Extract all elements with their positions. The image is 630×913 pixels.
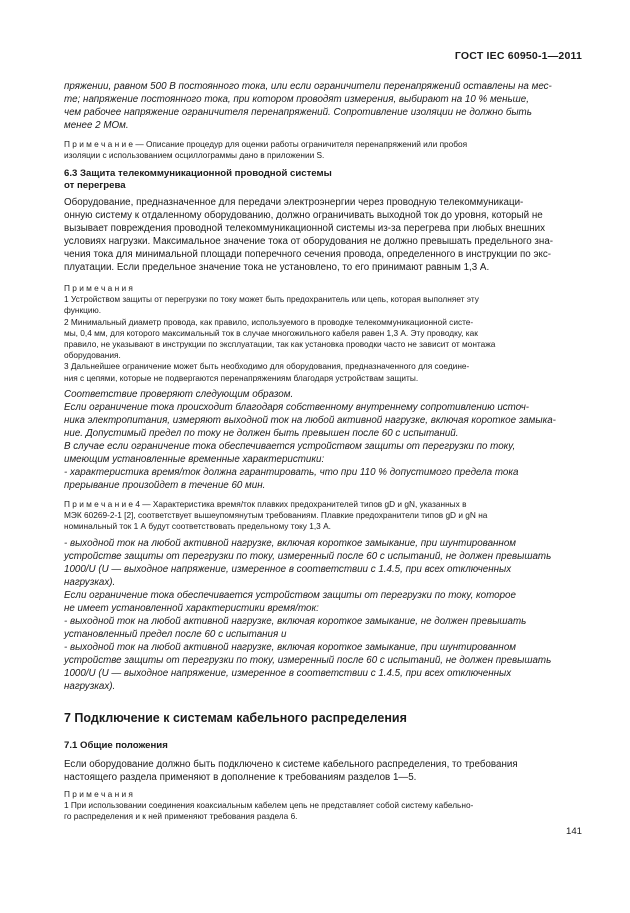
text-block [64,168,580,192]
text-line: 1 При использовании соединения коаксиальным кабелем цепь не представляет собой систему кабельно- [64,800,474,811]
text-line: те; напряжение постоянного тока, при котором проводят измерения, выбирают на 10 % меньше, [64,94,529,105]
text-line: - выходной ток на любой активной нагрузке, включая короткое замыкание, при шунтированном [64,642,516,653]
text-line: ние. Допустимый предел по току не должен быть превышен после 60 с испытаний. [64,428,459,439]
text-block [64,80,580,132]
text-line: условиях нагрузки. Максимальное значение тока от оборудования не должно превышать предельного зна- [64,236,554,247]
text-line: Если ограничение тока происходит благодаря собственному внутреннему сопротивлению источ- [64,402,530,413]
text-line: 3 Дальнейшее ограничение может быть необходимо для оборудования, предназначенного для соедине- [64,361,470,372]
text-line: МЭК 60269-2-1 [2], соответствует вышеупомянутым требованиям. Плавкие предохранители типов gD и gN на [64,510,488,521]
text-line: функцию. [64,305,102,316]
text-line: го распределения и к ней применяют требования раздела 6. [64,811,298,822]
text-line: плуатации. Если предельное значение тока не установлено, то его принимают равным 1,3 А. [64,262,490,273]
text-line: П р и м е ч а н и я [64,283,133,293]
text-line: нагрузках). [64,681,116,692]
text-line: от перегрева [64,180,126,191]
text-line: оборудования. [64,350,121,361]
text-block [64,710,580,726]
text-line: 6.3 Защита телекоммуникационной проводной системы [64,168,332,179]
text-line: 7 Подключение к системам кабельного распределения [64,711,407,725]
text-line: пряжении, равном 500 В постоянного тока, или если ограничители перенапряжений оставлены на мес- [64,81,552,92]
text-line: - характеристика время/ток должна гарантировать, что при 110 % допустимого предела тока [64,467,519,478]
text-line: изоляции с использованием осциллограммы дано в приложении S. [64,150,325,161]
page-number: 141 [565,826,582,837]
text-block [64,758,580,784]
text-line: менее 2 МОм. [64,120,129,131]
text-line: ния с цепями, которые не подвергаются перенапряжениям благодаря устройствам защиты. [64,372,419,383]
text-line: Если ограничение тока обеспечивается устройством защиты от перегрузки по току, которое [64,590,516,601]
text-line: 7.1 Общие положения [64,740,168,751]
text-block [64,740,580,752]
text-block [64,537,580,693]
text-line: - выходной ток на любой активной нагрузке, включая короткое замыкание, не должен превышать [64,616,527,627]
text-line: Если оборудование должно быть подключено к системе кабельного распределения, то требования [64,759,518,770]
text-line: Соответствие проверяют следующим образом. [64,389,294,400]
text-line: ника электропитания, измеряют выходной ток на любой активной нагрузке, включая короткое замыка- [64,415,556,426]
text-block [64,789,580,823]
text-block [64,499,580,533]
text-line: П р и м е ч а н и е — Описание процедур для оценки работы ограничителя перенапряжений или пробоя [64,139,468,149]
text-line: чем рабочее напряжение ограничителя перенапряжений. Сопротивление изоляции не должно быть [64,107,532,118]
text-line: чения тока для минимальной площади поперечного сечения провода, определенного в инструкции по экс- [64,249,552,260]
text-line: П р и м е ч а н и е 4 — Характеристика время/ток плавких предохранителей типов gD и gN, указанных в [64,499,467,509]
text-line: не имеет установленной характеристики время/ток: [64,603,319,614]
text-line: мы, 0,4 мм, для которого максимальный ток в случае многожильного кабеля равен 1,3 А. Эту проводку, как [64,327,478,338]
text-block [64,196,580,274]
text-line: 1000/U (U — выходное напряжение, измеренное в соответствии с 1.4.5, при всех отключенных [64,668,512,679]
text-line: прерывание произойдет в течение 60 мин. [64,480,266,491]
text-line: - выходной ток на любой активной нагрузке, включая короткое замыкание, при шунтированном [64,538,516,549]
text-line: вызывает повреждения проводной телекоммуникационной системы из-за перегрева при любых внешних [64,223,546,234]
text-line: установленный предел после 60 с испытания и [64,629,287,640]
standard-header: ГОСТ IEC 60950-1—2011 [454,50,582,62]
text-block [64,283,580,384]
text-line: правило, не указывают в инструкции по эксплуатации, так как установка проводки часто не зависит от монтажа [64,339,496,350]
text-block [64,139,580,161]
text-line: онную систему к отдаленному оборудованию, должно ограничивать выходной ток до уровня, который не [64,210,543,221]
text-block [64,388,580,492]
text-line: устройстве защиты от перегрузки по току, измеренный после 60 с испытаний, не должен превышать [64,655,552,666]
text-line: устройстве защиты от перегрузки по току, измеренный после 60 с испытаний, не должен превышать [64,551,552,562]
text-line: 1000/U (U — выходное напряжение, измеренное в соответствии с 1.4.5, при всех отключенных [64,564,512,575]
text-line: 2 Минимальный диаметр провода, как правило, используемого в проводке телекоммуникационной систе- [64,316,474,327]
text-line: имеющим установленные временные характеристики: [64,454,325,465]
text-line: 1 Устройством защиты от перегрузки по току может быть предохранитель или цепь, которая выполняет эту [64,294,479,305]
text-line: настоящего раздела применяют в дополнение к требованиям разделов 1—5. [64,772,417,783]
text-line: П р и м е ч а н и я [64,789,133,799]
text-line: Оборудование, предназначенное для передачи электроэнергии через проводную телекоммуникаци- [64,197,524,208]
text-line: В случае если ограничение тока обеспечивается устройством защиты от перегрузки по току, [64,441,516,452]
text-line: номинальный ток 1 А будут соответствовать предельному току 1,3 А. [64,521,331,532]
text-line: нагрузках). [64,577,116,588]
